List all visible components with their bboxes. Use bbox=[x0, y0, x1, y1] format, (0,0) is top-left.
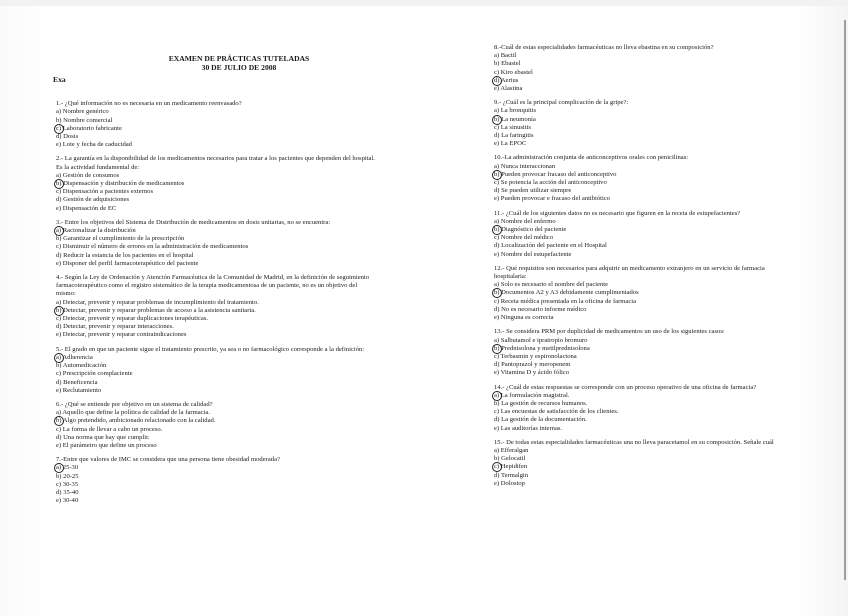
answer-option: b) Nombre comercial bbox=[56, 116, 113, 124]
answer-option-circled: d) Aerius bbox=[494, 77, 794, 85]
answer-option-circled: b) Diagnóstico del paciente bbox=[494, 226, 794, 234]
answer-option: c) Nombre del médico bbox=[494, 234, 554, 242]
page-shadow-top bbox=[0, 0, 848, 6]
question-stem: 9.- ¿Cuál es la principal complicación de la gripe?: bbox=[494, 99, 629, 107]
answer-option: d) Localización del paciente en el Hospital bbox=[494, 242, 607, 250]
answer-option: e) Nombre del estupefaciente bbox=[494, 250, 572, 258]
answer-option-circled: a) La formulación magistral. bbox=[494, 392, 794, 400]
answer-option-circled: a) Racionalizar la distribución bbox=[56, 227, 376, 235]
answer-option: e) 30-40 bbox=[56, 497, 79, 505]
right-question-list bbox=[494, 44, 794, 488]
question-stem: 2.- La garantía en la disponibilidad de los medicamentos necesarios para tratar a los pacientes que dependen del hospital. Es la actividad fundamental de: bbox=[56, 155, 375, 171]
exam-label: Exa bbox=[53, 75, 66, 84]
question bbox=[494, 328, 794, 377]
answer-option: c) Receta médica presentada en la oficina de farmacia bbox=[494, 297, 637, 305]
answer-option: d) Dosis bbox=[56, 133, 79, 141]
question bbox=[56, 100, 376, 149]
answer-option-circled: b) La neumonía bbox=[494, 116, 794, 124]
question-stem: 13.- Se considera PRM por duplicidad de medicamentos un uso de los siguientes casos: bbox=[494, 328, 725, 336]
answer-option: a) Nombre del enfermo bbox=[494, 217, 556, 225]
answer-option: e) Pueden provocar e fracaso del antibiótico bbox=[494, 195, 611, 203]
answer-option: a) Bactil bbox=[494, 52, 517, 60]
left-column bbox=[53, 54, 376, 511]
answer-option: d) La faringitis bbox=[494, 132, 534, 140]
answer-option: d) Detectar, prevenir y reparar interacciones. bbox=[56, 323, 174, 331]
answer-option: d) Termalgin bbox=[494, 471, 529, 479]
question bbox=[56, 401, 376, 450]
answer-option: e) Lote y fecha de caducidad bbox=[56, 141, 132, 149]
answer-option: e) El parámetro que define un proceso bbox=[56, 441, 157, 449]
answer-option: b) La gestión de recursos humanos. bbox=[494, 399, 588, 407]
question bbox=[494, 99, 794, 148]
question-stem: 11.- ¿Cuál de los siguientes datos no es necesario que figuren en la receta de estupefacientes? bbox=[494, 209, 741, 217]
answer-option: e) Reclutamiento bbox=[56, 386, 102, 394]
answer-option: c) Se potencia la acción del anticonceptivo bbox=[494, 179, 607, 187]
answer-option-circled: b) Pueden provocar fracaso del anticonceptivo bbox=[494, 171, 794, 179]
question-stem: 7.-Entre que valores de IMC se considera que una persona tiene obesidad moderada? bbox=[56, 456, 280, 464]
answer-option-circled: b) Dispensación y distribución de medicamentos bbox=[56, 180, 376, 188]
question-stem: 1.- ¿Qué información no es necesaria en un medicamento reenvasado? bbox=[56, 100, 242, 108]
question bbox=[56, 155, 376, 212]
question bbox=[56, 274, 376, 340]
answer-option: d) Pantoprazol y meropenem bbox=[494, 361, 571, 369]
answer-option: a) Nunca interaccionan bbox=[494, 162, 556, 170]
question-stem: 15.- De todas estas especialidades farmacéuticas una no lleva paracetamol en su composición. Señale cuál bbox=[494, 438, 774, 446]
question-stem: 3.- Entre los objetivos del Sistema de Distribución de medicamentos en dosis unitarias, no se encuentra: bbox=[56, 218, 331, 226]
answer-option: d) No es necesario informe médico bbox=[494, 305, 587, 313]
question-stem: 14.- ¿Cuál de estas respuestas se corresponde con un proceso operativo de una oficina de farmacia? bbox=[494, 383, 757, 391]
answer-option-circled: a) Adherencia bbox=[56, 354, 376, 362]
answer-option: c) 30-35 bbox=[56, 480, 79, 488]
exam-title-line2: 30 DE JULIO DE 2008 bbox=[201, 63, 277, 72]
answer-option: c) Disminuir el número de errores en la administración de medicamentos bbox=[56, 243, 249, 251]
question-stem: 5.- El grado en que un paciente sigue el tratamiento prescrito, ya sea o no farmacológico corresponde a la definición: bbox=[56, 345, 365, 353]
answer-option: c) Terbasmin y espironolactona bbox=[494, 352, 577, 360]
answer-option: b) Garantizar el cumplimiento de la prescripción bbox=[56, 235, 185, 243]
question-stem: 10.-La administración conjunta de anticonceptivos orales con penicilinas: bbox=[494, 154, 689, 162]
question bbox=[56, 346, 376, 395]
question-stem: 6.- ¿Qué se entiende por objetivo en un sistema de calidad? bbox=[56, 400, 213, 408]
question-stem: 12.- Qué requisitos son necesarios para adquirir un medicamento extranjero en un servicio de farmacia hospitalaria: bbox=[494, 264, 765, 281]
answer-option-circled: b) Detectar, prevenir y reparar problemas de acceso a la asistencia sanitaria. bbox=[56, 307, 376, 315]
answer-option-circled: c) Laboratorio fabricante bbox=[56, 125, 376, 133]
question bbox=[494, 265, 794, 322]
answer-option: d) 35-40 bbox=[56, 488, 79, 496]
answer-option: e) La EPOC bbox=[494, 140, 527, 148]
answer-option: d) Beneficencia bbox=[56, 378, 98, 386]
answer-option: a) Gestión de consumos bbox=[56, 171, 120, 179]
answer-option: e) Disponer del perfil farmacoterapéutico del paciente bbox=[56, 259, 199, 267]
question bbox=[494, 154, 794, 203]
question bbox=[494, 210, 794, 259]
exam-title bbox=[104, 54, 374, 72]
answer-option-circled: b) Prednisolona y metilprednisolona bbox=[494, 345, 794, 353]
answer-option: a) La bronquitis bbox=[494, 107, 537, 115]
answer-option: d) Se pueden utilizar siempre bbox=[494, 187, 572, 195]
answer-option: a) Salbutamol e ipratropio bromuro bbox=[494, 336, 588, 344]
answer-option-circled: c) Hepidifen bbox=[494, 463, 794, 471]
answer-option-circled: b) Documentos A2 y A3 debidamente cumplimentados bbox=[494, 289, 794, 297]
answer-option: d) Reducir la estancia de los pacientes en el hospital bbox=[56, 251, 194, 259]
answer-option: c) Detectar, prevenir y reparar duplicaciones terapéuticas. bbox=[56, 315, 209, 323]
answer-option: b) Ebastel bbox=[494, 60, 521, 68]
answer-option: c) Kiro ebastel bbox=[494, 68, 533, 76]
page-border-right bbox=[844, 20, 846, 580]
question bbox=[494, 44, 794, 93]
answer-option: e) Vitamina D y ácido fólico bbox=[494, 369, 570, 377]
answer-option: a) Nombre genérico bbox=[56, 108, 109, 116]
answer-option: a) Aquello que define la política de calidad de la farmacia. bbox=[56, 409, 210, 417]
answer-option: b) 20-25 bbox=[56, 472, 79, 480]
answer-option: b) Gelocatil bbox=[494, 455, 526, 463]
answer-option: e) Detectar, prevenir y reparar contraindicaciones bbox=[56, 331, 187, 339]
answer-option: d) La gestión de la documentación. bbox=[494, 416, 587, 424]
answer-option: c) Prescripción complaciente bbox=[56, 370, 133, 378]
answer-option-circled: a) 25-30 bbox=[56, 464, 376, 472]
answer-option: a) Efferalgan bbox=[494, 446, 529, 454]
answer-option: e) Ninguna es correcta bbox=[494, 314, 554, 322]
answer-option: e) Las auditorías internas. bbox=[494, 424, 563, 432]
answer-option: c) Las encuestas de satisfacción de los clientes. bbox=[494, 408, 619, 416]
answer-option: a) Solo es necesario el nombre del paciente bbox=[494, 281, 609, 289]
left-question-list bbox=[56, 100, 376, 505]
right-column bbox=[494, 44, 794, 494]
question-stem: 4.- Según la Ley de Ordenación y Atención Farmacéutica de la Comunidad de Madrid, en la definición de seguimiento farmacoterapéutico como el registro sistemático de la terapia medicamentosa de un paciente, no es un objetivo del mismo: bbox=[56, 274, 370, 298]
answer-option: c) Dispensación a pacientes externos bbox=[56, 188, 154, 196]
answer-option: b) Automedicación bbox=[56, 362, 107, 370]
answer-option: e) Dolostop bbox=[494, 479, 525, 487]
answer-option: a) Detectar, prevenir y reparar problemas de incumplimiento del tratamiento. bbox=[56, 298, 259, 306]
question bbox=[494, 439, 794, 488]
answer-option-circled: b) Algo pretendido, ambicionado relacionado con la calidad. bbox=[56, 417, 376, 425]
question bbox=[56, 219, 376, 268]
exam-title-line1: EXAMEN DE PRÁCTICAS TUTELADAS bbox=[168, 54, 310, 63]
answer-option: e) Dispensación de EC bbox=[56, 204, 117, 212]
question bbox=[56, 456, 376, 505]
answer-option: c) La forma de llevar a cabo un proceso. bbox=[56, 425, 163, 433]
answer-option: c) La sinusitis bbox=[494, 123, 531, 131]
question bbox=[494, 384, 794, 433]
answer-option: d) Gestión de adquisiciones bbox=[56, 196, 130, 204]
answer-option: e) Alastina bbox=[494, 85, 523, 93]
question-stem: 8.-Cuál de estas especialidades farmacéuticas no lleva ebastina en su composición? bbox=[494, 44, 714, 51]
answer-option: d) Una norma que hay que cumplir. bbox=[56, 433, 150, 441]
